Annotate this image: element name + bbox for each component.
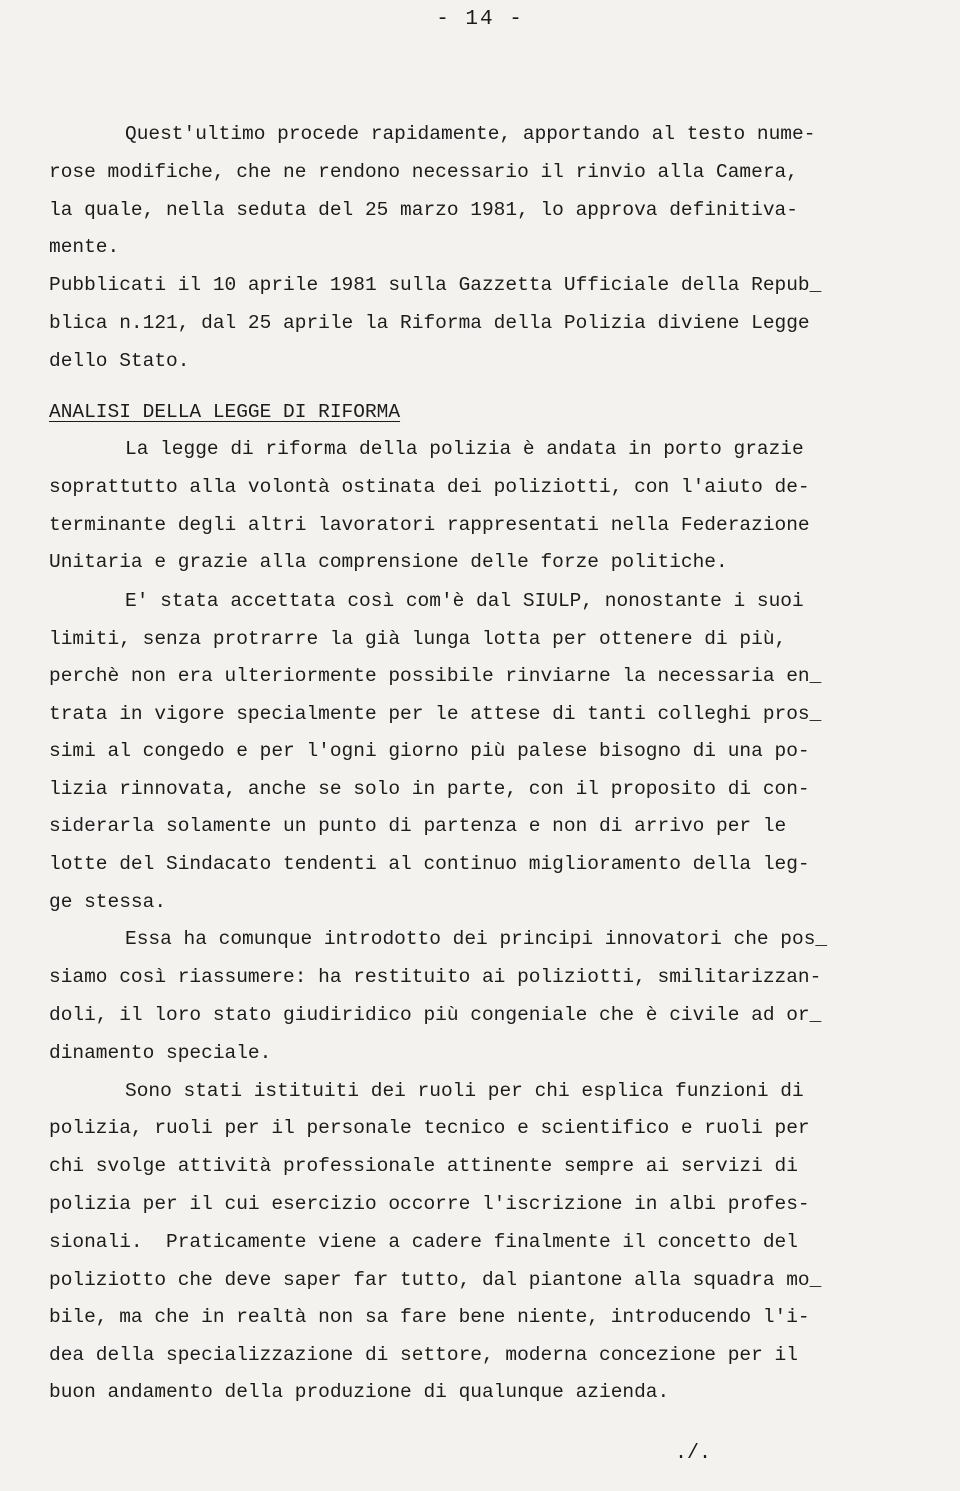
text-line: siamo così riassumere: ha restituito ai poliziotti, smilitarizzan- (49, 966, 822, 988)
text-line: perchè non era ulteriormente possibile rinviarne la necessaria en_ (49, 665, 822, 687)
text-line: terminante degli altri lavoratori rappresentati nella Federazione (49, 514, 810, 536)
text-line: E' stata accettata così com'è dal SIULP, nonostante i suoi (125, 590, 804, 612)
text-line: Sono stati istituiti dei ruoli per chi esplica funzioni di (125, 1080, 804, 1102)
text-line: simi al congedo e per l'ogni giorno più palese bisogno di una po- (49, 740, 810, 762)
text-line: la quale, nella seduta del 25 marzo 1981, lo approva definitiva- (49, 199, 798, 221)
text-line: polizia per il cui esercizio occorre l'iscrizione in albi profes- (49, 1193, 810, 1215)
page-number: - 14 - (436, 8, 524, 31)
text-line: mente. (49, 236, 120, 258)
text-line: La legge di riforma della polizia è andata in porto grazie (125, 438, 804, 460)
text-line: bile, ma che in realtà non sa fare bene niente, introducendo l'i- (49, 1306, 810, 1328)
text-line: ge stessa. (49, 891, 167, 913)
text-line: dea della specializzazione di settore, moderna concezione per il (49, 1344, 798, 1366)
text-line: sionali. Praticamente viene a cadere finalmente il concetto del (49, 1231, 798, 1253)
text-line: trata in vigore specialmente per le attese di tanti colleghi pros_ (49, 703, 822, 725)
text-line: soprattutto alla volontà ostinata dei poliziotti, con l'aiuto de- (49, 476, 810, 498)
text-line: Essa ha comunque introdotto dei principi innovatori che pos_ (125, 928, 828, 950)
text-line: lotte del Sindacato tendenti al continuo miglioramento della leg- (49, 853, 810, 875)
text-line: poliziotto che deve saper far tutto, dal piantone alla squadra mo_ (49, 1269, 822, 1291)
text-line: limiti, senza protrarre la già lunga lotta per ottenere di più, (49, 628, 787, 650)
text-line: Quest'ultimo procede rapidamente, apportando al testo nume- (125, 123, 816, 145)
text-line: lizia rinnovata, anche se solo in parte, con il proposito di con- (49, 778, 810, 800)
text-line: dinamento speciale. (49, 1042, 272, 1064)
text-line: Unitaria e grazie alla comprensione delle forze politiche. (49, 551, 728, 573)
text-line: doli, il loro stato giudiridico più congeniale che è civile ad or_ (49, 1004, 822, 1026)
text-line: dello Stato. (49, 350, 190, 372)
text-line: buon andamento della produzione di qualunque azienda. (49, 1381, 670, 1403)
text-line: polizia, ruoli per il personale tecnico e scientifico e ruoli per (49, 1117, 810, 1139)
text-line: rose modifiche, che ne rendono necessario il rinvio alla Camera, (49, 161, 798, 183)
text-line: blica n.121, dal 25 aprile la Riforma della Polizia diviene Legge (49, 312, 810, 334)
section-heading: ANALISI DELLA LEGGE DI RIFORMA (49, 401, 401, 423)
text-line: siderarla solamente un punto di partenza e non di arrivo per le (49, 815, 787, 837)
text-line: Pubblicati il 10 aprile 1981 sulla Gazzetta Ufficiale della Repub_ (49, 274, 822, 296)
continuation-mark: ./. (675, 1442, 712, 1465)
text-line: chi svolge attività professionale attinente sempre ai servizi di (49, 1155, 798, 1177)
